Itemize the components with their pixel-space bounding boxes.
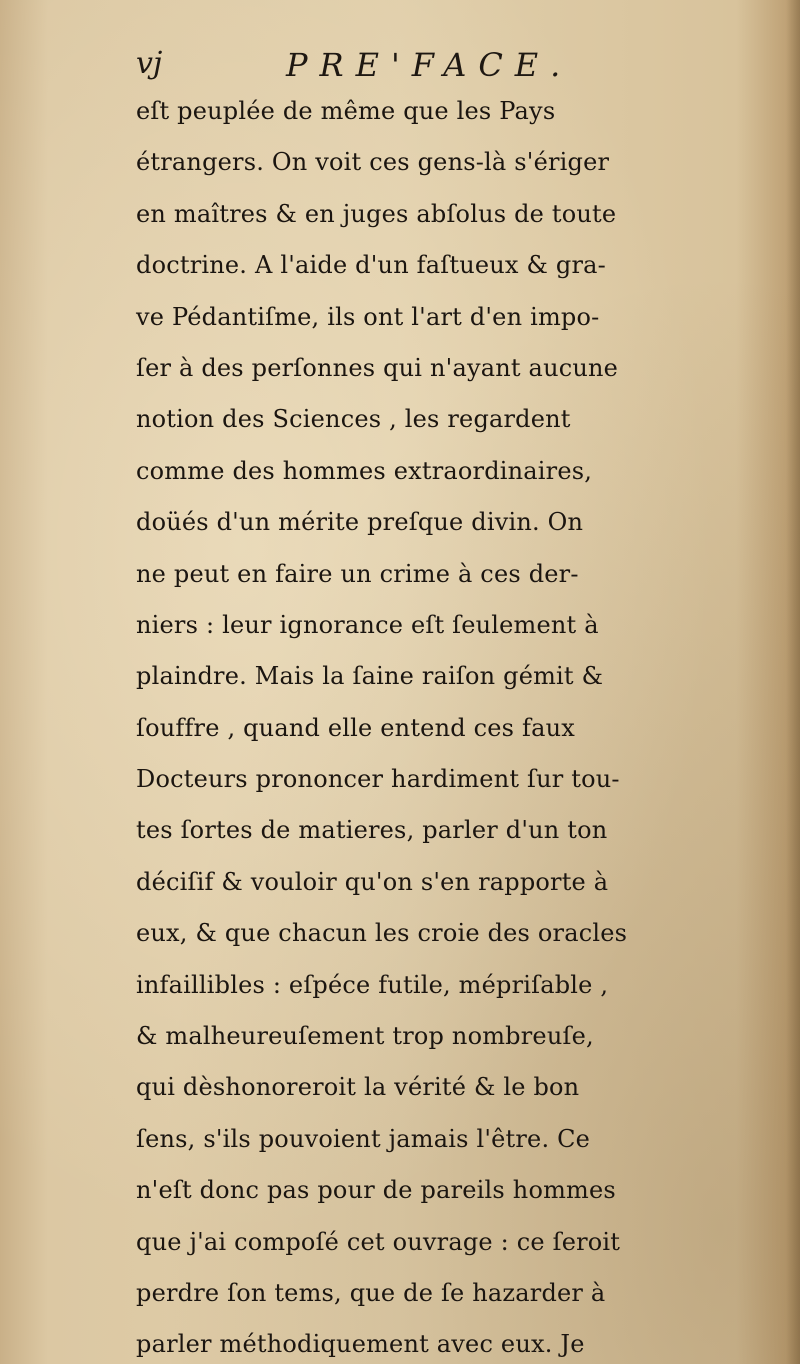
text-line: notion des Sciences , les regardent (136, 405, 571, 434)
text-line: déciſif & vouloir qu'on s'en rapporte à (136, 867, 609, 896)
text-line: ſouffre , quand elle entend ces faux (136, 713, 576, 742)
text-line: eſt peuplée de même que les Pays (136, 97, 556, 125)
text-line: ſer à des perſonnes qui n'ayant aucune (136, 353, 619, 382)
text-line: doctrine. A l'aide d'un faſtueux & gra- (136, 251, 606, 280)
text-line: ſens, s'ils pouvoient jamais l'être. Ce (136, 1124, 591, 1153)
text-line: doüés d'un mérite preſque divin. On (136, 508, 584, 537)
text-line: que j'ai compoſé cet ouvrage : ce ſeroit (136, 1227, 621, 1256)
text-line: niers : leur ignorance eſt ſeulement à (136, 610, 599, 639)
text-line: comme des hommes extraordinaires, (136, 456, 593, 485)
page-edge-shadow (786, 0, 800, 1364)
text-line: Docteurs prononcer hardiment ſur tou- (136, 765, 620, 794)
text-line: plaindre. Mais la ſaine raiſon gémit & (136, 662, 604, 691)
text-line: qui dèshonoreroit la vérité & le bon (136, 1073, 580, 1102)
page-number: vj (136, 46, 163, 81)
text-line: ve Pédantiſme, ils ont l'art d'en impo- (136, 302, 600, 331)
body-text (136, 86, 776, 1364)
text-line: étrangers. On voit ces gens-là s'ériger (136, 148, 610, 177)
text-line: parler méthodiquement avec eux. Je (136, 1330, 585, 1359)
page-header (136, 46, 756, 90)
text-line: en maîtres & en juges abſolus de toute (136, 199, 617, 228)
text-line: infaillibles : eſpéce futile, mépriſable , (136, 970, 609, 999)
text-line: perdre ſon tems, que de ſe hazarder à (136, 1278, 606, 1307)
text-line: eux, & que chacun les croie des oracles (136, 919, 628, 948)
running-title: PRE'FACE. (286, 46, 573, 84)
text-line: tes ſortes de matieres, parler d'un ton (136, 816, 608, 845)
text-line: n'eſt donc pas pour de pareils hommes (136, 1176, 616, 1205)
text-line: & malheureuſement trop nombreuſe, (136, 1022, 594, 1051)
text-line: ne peut en faire un crime à ces der- (136, 559, 579, 588)
